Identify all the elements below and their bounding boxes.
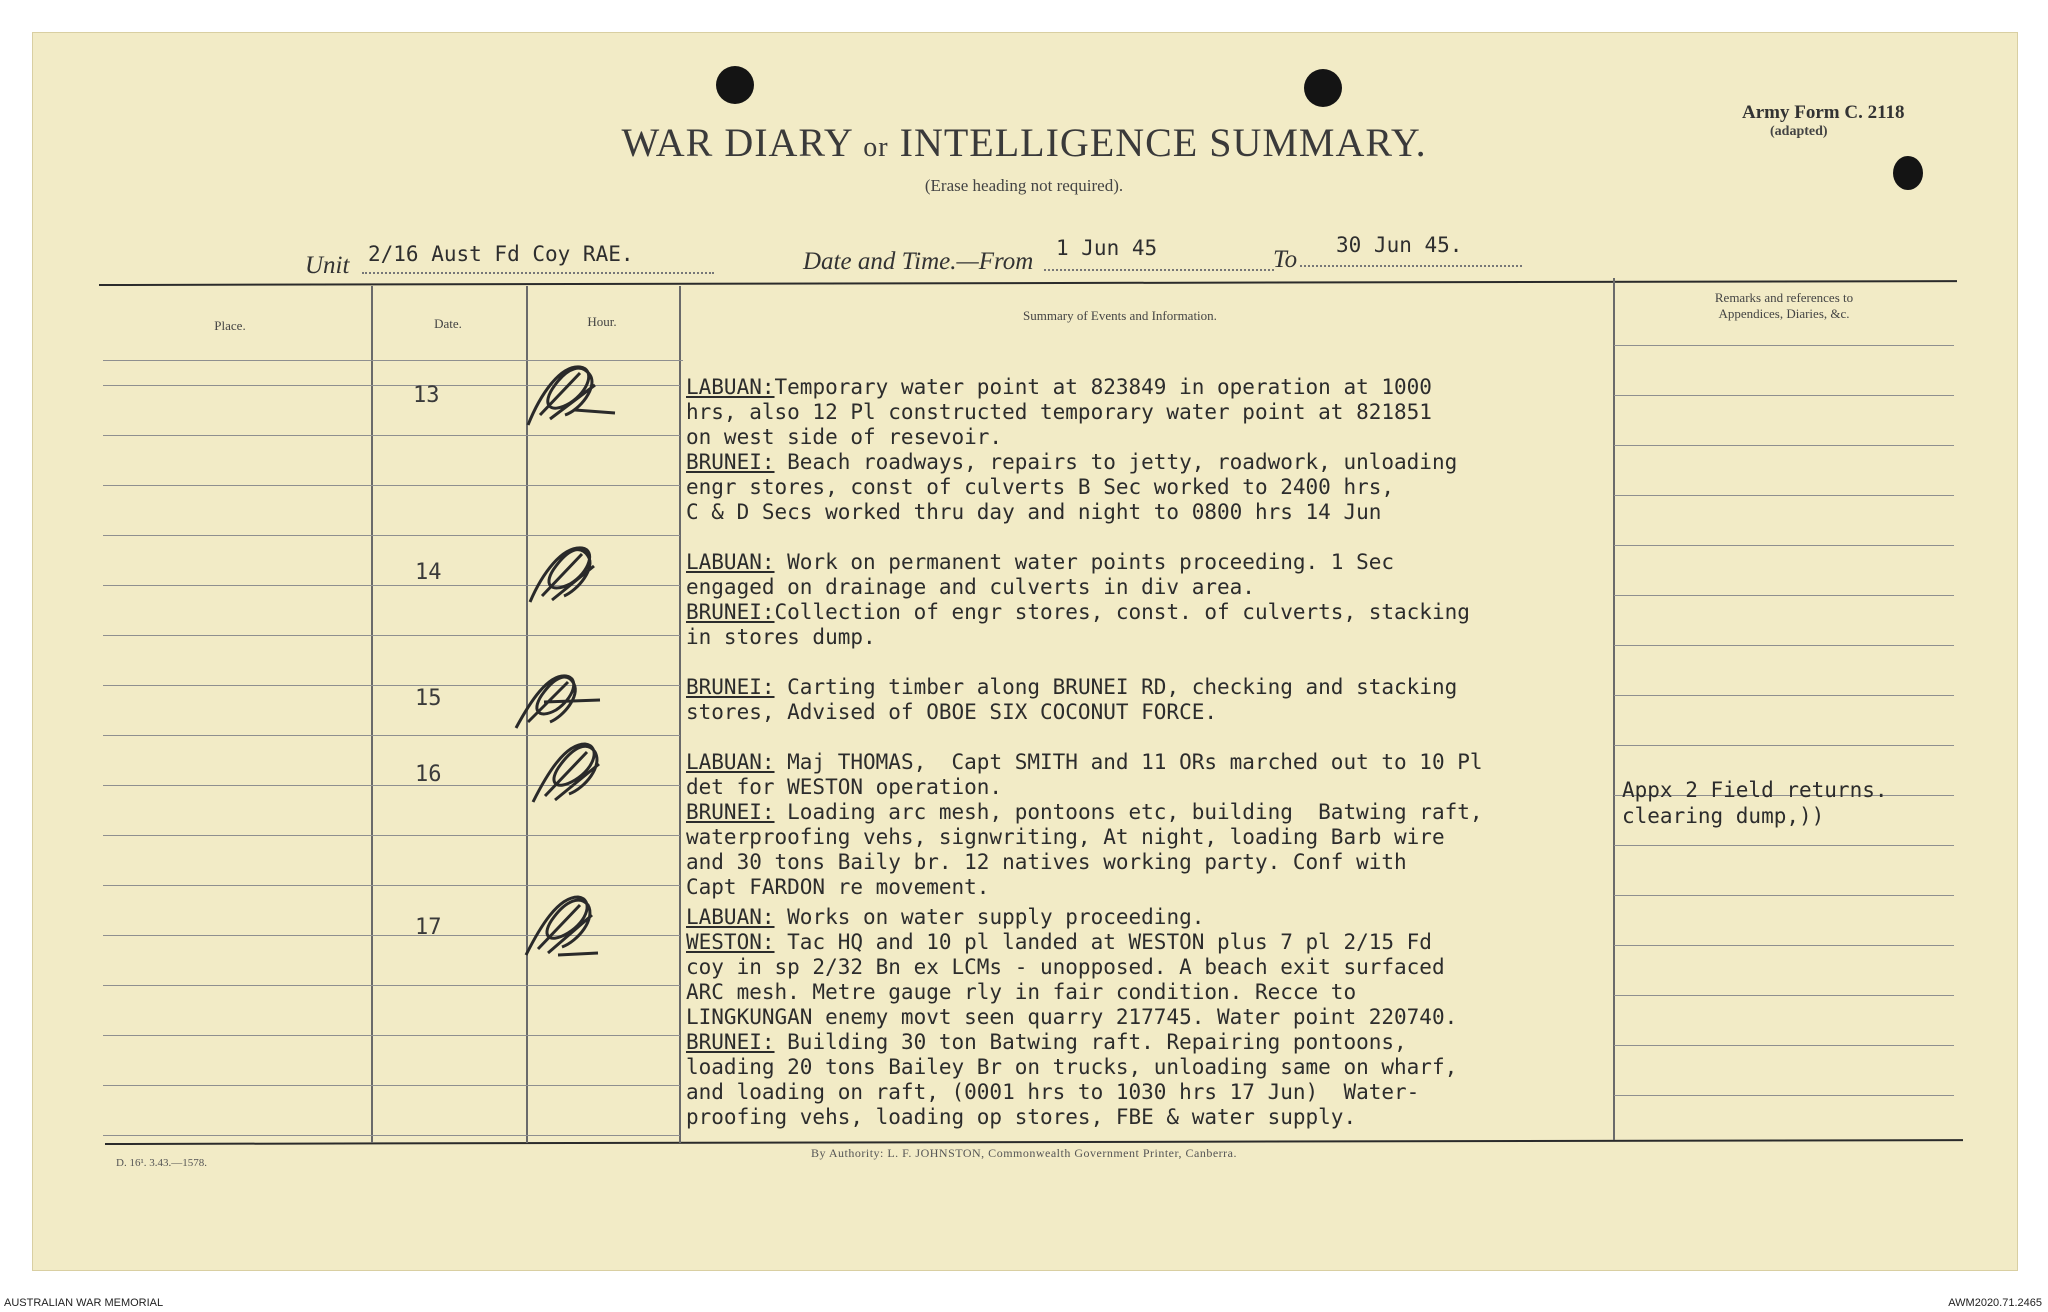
place-name: LABUAN: xyxy=(686,905,775,929)
col-header-remarks xyxy=(1634,290,1934,322)
unit-label: Unit xyxy=(305,252,350,279)
summary-text: Beach roadways, repairs to jetty, roadwork, unloading xyxy=(774,450,1458,474)
summary-line xyxy=(686,500,1457,525)
ruled-line xyxy=(1614,345,1954,346)
summary-text: loading 20 tons Bailey Br on trucks, unloading same on wharf, xyxy=(686,1055,1458,1079)
col-header-place: Place. xyxy=(214,318,246,333)
summary-text: C & D Secs worked thru day and night to 0800 hrs 14 Jun xyxy=(686,500,1382,524)
summary-text: Works on water supply proceeding. xyxy=(774,905,1205,929)
hour-scribble xyxy=(520,355,620,435)
page-title xyxy=(0,119,2048,166)
archive-accession: AWM2020.71.2465 xyxy=(1948,1297,2042,1309)
subtitle: (Erase heading not required). xyxy=(924,176,1124,195)
entry-summary xyxy=(686,550,1470,650)
summary-line xyxy=(686,425,1457,450)
ruled-line xyxy=(1614,495,1954,496)
ruled-line xyxy=(103,435,680,436)
summary-text: stores, Advised of OBOE SIX COCONUT FORCE. xyxy=(686,700,1218,724)
title-war-diary: WAR DIARY xyxy=(621,120,853,165)
hour-scribble xyxy=(510,660,610,740)
remarks-header-line1: Remarks and references to xyxy=(1714,290,1854,305)
summary-line xyxy=(686,700,1457,725)
summary-line xyxy=(686,575,1470,600)
place-name: BRUNEI: xyxy=(686,600,775,624)
summary-text: and 30 tons Baily br. 12 natives working party. Conf with xyxy=(686,850,1407,874)
hour-scribble xyxy=(525,730,625,810)
entry-date: 17 xyxy=(415,915,442,940)
ruled-line xyxy=(103,835,680,836)
ruled-line xyxy=(103,1085,680,1086)
printer-authority: By Authority: L. F. JOHNSTON, Commonwealth Government Printer, Canberra. xyxy=(811,1146,1237,1160)
summary-text: on west side of resevoir. xyxy=(686,425,1003,449)
entry-date: 15 xyxy=(415,686,442,711)
ruled-line xyxy=(1614,745,1954,746)
place-name: LABUAN: xyxy=(686,750,775,774)
summary-text: proofing vehs, loading op stores, FBE & water supply. xyxy=(686,1105,1357,1129)
remarks-entry xyxy=(1622,777,1888,829)
summary-line xyxy=(686,1105,1457,1130)
summary-text: ARC mesh. Metre gauge rly in fair condition. Recce to xyxy=(686,980,1357,1004)
summary-line xyxy=(686,980,1457,1005)
summary-line xyxy=(686,775,1483,800)
entry-date: 13 xyxy=(413,383,440,408)
summary-line xyxy=(686,955,1457,980)
summary-line xyxy=(686,1005,1457,1030)
ruled-line xyxy=(1614,845,1954,846)
summary-text: waterproofing vehs, signwriting, At night, loading Barb wire xyxy=(686,825,1445,849)
place-name: BRUNEI: xyxy=(686,675,775,699)
ruled-line xyxy=(103,1035,680,1036)
summary-text: Building 30 ton Batwing raft. Repairing pontoons, xyxy=(774,1030,1407,1054)
summary-line xyxy=(686,375,1457,400)
summary-line xyxy=(686,825,1483,850)
to-value: 30 Jun 45. xyxy=(1336,233,1463,257)
place-name: LABUAN: xyxy=(686,375,775,399)
summary-text: Carting timber along BRUNEI RD, checking and stacking xyxy=(774,675,1458,699)
title-intelligence-summary: INTELLIGENCE SUMMARY. xyxy=(899,120,1427,165)
form-adapted-note: (adapted) xyxy=(1770,124,1828,139)
from-dotted-line xyxy=(1044,269,1274,271)
ruled-line xyxy=(1614,945,1954,946)
entry-summary xyxy=(686,905,1457,1130)
summary-line xyxy=(686,450,1457,475)
summary-line xyxy=(686,905,1457,930)
summary-line xyxy=(686,550,1470,575)
entry-summary xyxy=(686,750,1483,900)
ruled-line xyxy=(1614,445,1954,446)
ruled-line xyxy=(1614,895,1954,896)
ruled-line xyxy=(1614,395,1954,396)
ruled-line xyxy=(1614,1045,1954,1046)
summary-line xyxy=(686,930,1457,955)
summary-line xyxy=(686,1055,1457,1080)
from-value: 1 Jun 45 xyxy=(1056,236,1158,260)
summary-text: Temporary water point at 823849 in operation at 1000 xyxy=(774,375,1432,399)
unit-dotted-line xyxy=(362,272,714,274)
place-name: BRUNEI: xyxy=(686,800,775,824)
col-divider-summary xyxy=(1613,278,1615,1140)
place-name: BRUNEI: xyxy=(686,450,775,474)
print-code: D. 16¹. 3.43.—1578. xyxy=(116,1157,207,1169)
entry-date: 16 xyxy=(415,762,442,787)
ruled-line xyxy=(1614,995,1954,996)
to-label: To xyxy=(1273,246,1298,273)
summary-text: Maj THOMAS, Capt SMITH and 11 ORs marched out to 10 Pl xyxy=(774,750,1483,774)
title-or: or xyxy=(863,132,889,163)
place-name: BRUNEI: xyxy=(686,1030,775,1054)
punch-hole-right xyxy=(1304,69,1342,107)
ruled-line xyxy=(103,1135,680,1136)
to-dotted-line xyxy=(1300,265,1522,267)
summary-line xyxy=(686,475,1457,500)
summary-line xyxy=(686,400,1457,425)
unit-value: 2/16 Aust Fd Coy RAE. xyxy=(368,242,634,266)
summary-text: Loading arc mesh, pontoons etc, building Batwing raft, xyxy=(774,800,1483,824)
summary-text: engr stores, const of culverts B Sec worked to 2400 hrs, xyxy=(686,475,1395,499)
summary-text: engaged on drainage and culverts in div area. xyxy=(686,575,1255,599)
hour-scribble xyxy=(518,885,618,965)
place-name: LABUAN: xyxy=(686,550,775,574)
summary-text: in stores dump. xyxy=(686,625,876,649)
summary-line xyxy=(686,1080,1457,1105)
ruled-line xyxy=(103,985,680,986)
summary-line xyxy=(686,800,1483,825)
remarks-line: clearing dump,)) xyxy=(1622,804,1825,828)
entry-summary xyxy=(686,375,1457,525)
summary-text: Work on permanent water points proceeding. 1 Sec xyxy=(774,550,1395,574)
summary-line xyxy=(686,850,1483,875)
col-divider-place xyxy=(371,286,373,1143)
summary-line xyxy=(686,1030,1457,1055)
ruled-line xyxy=(103,635,680,636)
summary-text: det for WESTON operation. xyxy=(686,775,1003,799)
remarks-header-line2: Appendices, Diaries, &c. xyxy=(1718,306,1850,321)
form-number: Army Form C. 2118 xyxy=(1742,102,1905,123)
datetime-label: Date and Time.—From xyxy=(803,248,1034,275)
summary-text: Tac HQ and 10 pl landed at WESTON plus 7 pl 2/15 Fd xyxy=(774,930,1432,954)
hour-scribble xyxy=(520,534,620,614)
col-header-date: Date. xyxy=(434,316,462,331)
summary-text: LINGKUNGAN enemy movt seen quarry 217745. Water point 220740. xyxy=(686,1005,1458,1029)
summary-text: Collection of engr stores, const. of culverts, stacking xyxy=(774,600,1470,624)
archive-institution: AUSTRALIAN WAR MEMORIAL xyxy=(4,1297,164,1309)
ruled-line xyxy=(1614,595,1954,596)
col-header-hour: Hour. xyxy=(587,314,617,329)
summary-text: coy in sp 2/32 Bn ex LCMs - unopposed. A beach exit surfaced xyxy=(686,955,1445,979)
summary-line xyxy=(686,625,1470,650)
entry-date: 14 xyxy=(415,560,442,585)
ruled-line xyxy=(1614,645,1954,646)
ruled-line xyxy=(1614,1095,1954,1096)
remarks-line: Appx 2 Field returns. xyxy=(1622,778,1888,802)
summary-line xyxy=(686,675,1457,700)
punch-hole-left xyxy=(716,66,754,104)
entry-summary xyxy=(686,675,1457,725)
ruled-line xyxy=(1614,545,1954,546)
place-name: WESTON: xyxy=(686,930,775,954)
col-divider-hour xyxy=(679,286,681,1143)
ruled-line xyxy=(103,485,680,486)
summary-text: hrs, also 12 Pl constructed temporary water point at 821851 xyxy=(686,400,1432,424)
summary-line xyxy=(686,600,1470,625)
summary-line xyxy=(686,750,1483,775)
summary-text: Capt FARDON re movement. xyxy=(686,875,990,899)
summary-line xyxy=(686,875,1483,900)
summary-text: and loading on raft, (0001 hrs to 1030 hrs 17 Jun) Water- xyxy=(686,1080,1420,1104)
col-header-summary: Summary of Events and Information. xyxy=(1023,308,1217,323)
ruled-line xyxy=(1614,695,1954,696)
